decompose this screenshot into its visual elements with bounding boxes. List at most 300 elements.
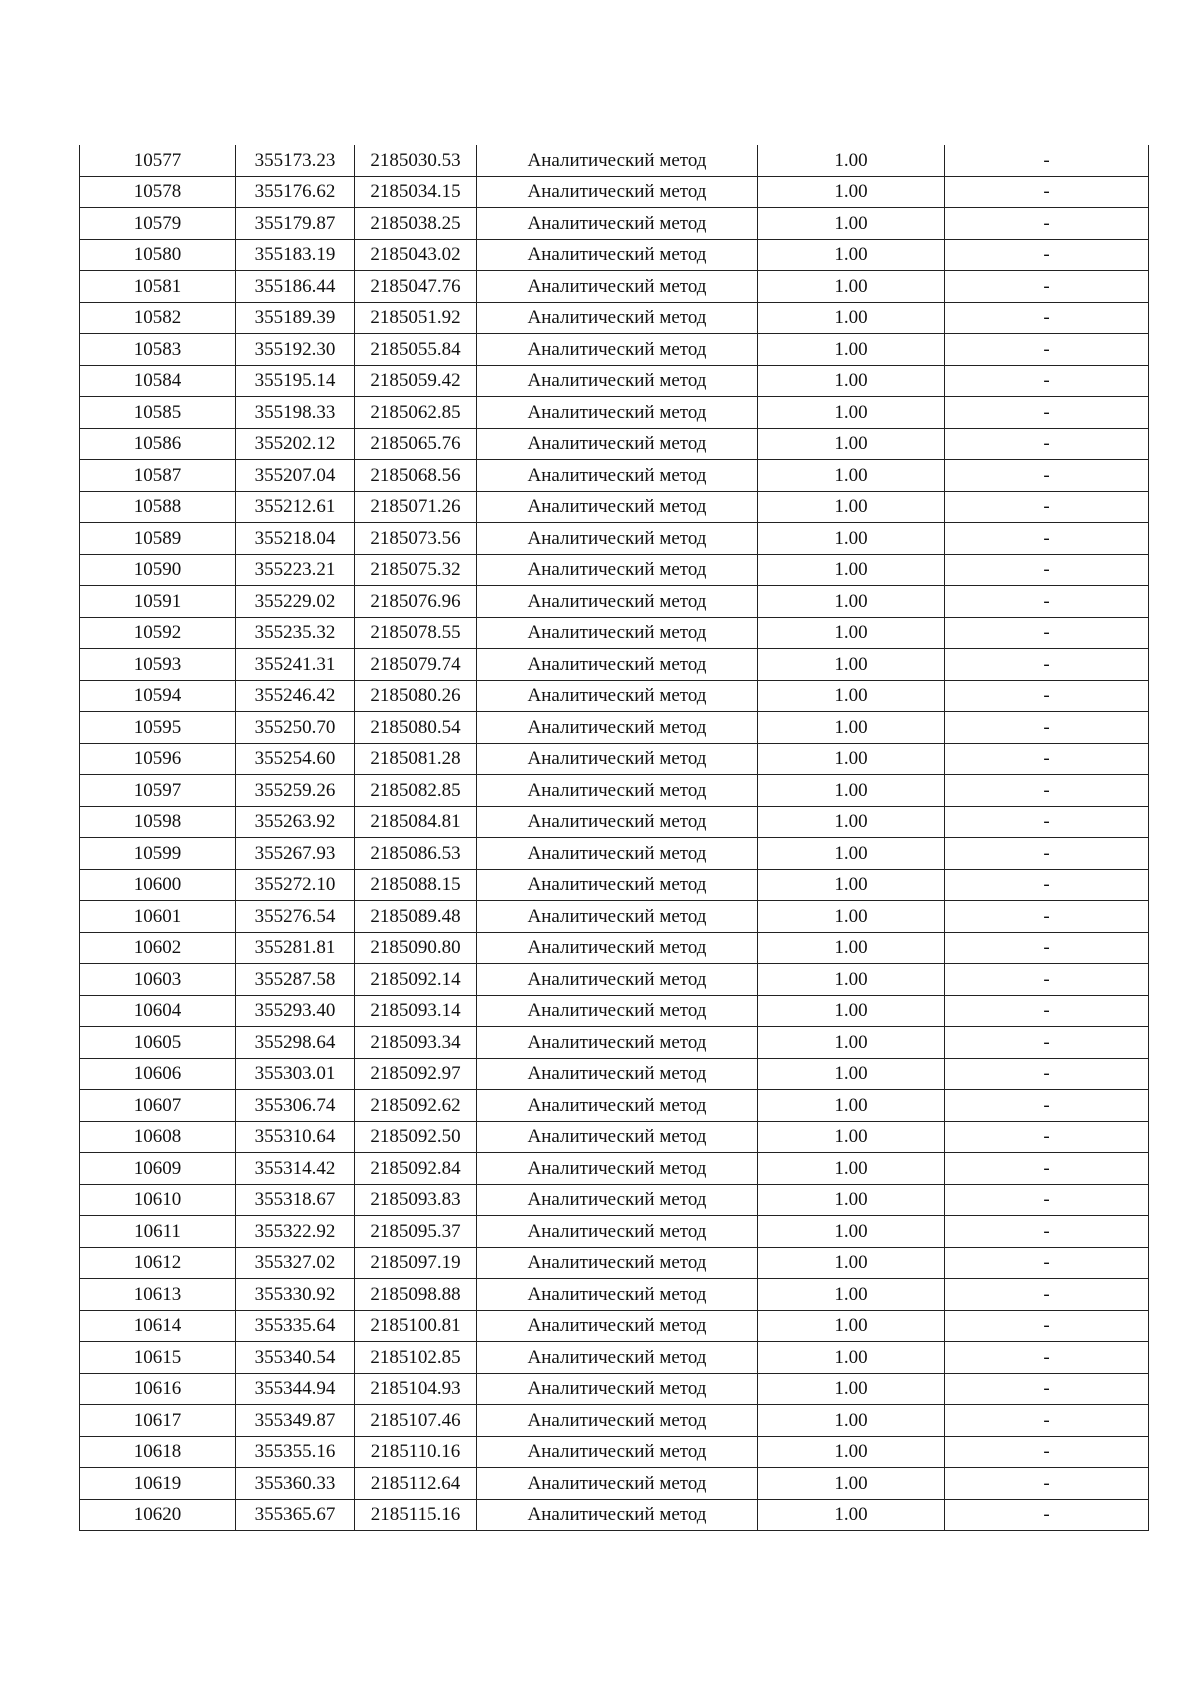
y-coordinate-cell: 2185089.48 [355,901,477,933]
y-coordinate-cell: 2185086.53 [355,838,477,870]
point-number-cell: 10608 [80,1121,236,1153]
point-number-cell: 10606 [80,1058,236,1090]
table-row [80,145,1149,176]
accuracy-cell: 1.00 [758,428,945,460]
note-cell: - [945,838,1149,870]
method-cell: Аналитический метод [477,1499,758,1531]
method-cell: Аналитический метод [477,1405,758,1437]
x-coordinate-cell: 355322.92 [236,1216,355,1248]
point-number-cell: 10583 [80,334,236,366]
y-coordinate-cell: 2185080.54 [355,712,477,744]
method-cell: Аналитический метод [477,901,758,933]
y-coordinate-cell: 2185075.32 [355,554,477,586]
method-cell: Аналитический метод [477,1279,758,1311]
y-coordinate-cell: 2185084.81 [355,806,477,838]
accuracy-cell: 1.00 [758,1279,945,1311]
accuracy-cell: 1.00 [758,1310,945,1342]
point-number-cell: 10599 [80,838,236,870]
note-cell: - [945,1342,1149,1374]
method-cell: Аналитический метод [477,491,758,523]
table-row [80,1216,1149,1248]
point-number-cell: 10589 [80,523,236,555]
point-number-cell: 10600 [80,869,236,901]
method-cell: Аналитический метод [477,1247,758,1279]
accuracy-cell: 1.00 [758,1153,945,1185]
note-cell: - [945,743,1149,775]
accuracy-cell: 1.00 [758,491,945,523]
table-row [80,806,1149,838]
accuracy-cell: 1.00 [758,617,945,649]
accuracy-cell: 1.00 [758,1121,945,1153]
y-coordinate-cell: 2185079.74 [355,649,477,681]
method-cell: Аналитический метод [477,523,758,555]
table-row [80,1121,1149,1153]
y-coordinate-cell: 2185088.15 [355,869,477,901]
accuracy-cell: 1.00 [758,1247,945,1279]
table-row [80,901,1149,933]
table-row [80,712,1149,744]
point-number-cell: 10616 [80,1373,236,1405]
y-coordinate-cell: 2185051.92 [355,302,477,334]
table-row [80,932,1149,964]
point-number-cell: 10577 [80,145,236,176]
table-row [80,491,1149,523]
x-coordinate-cell: 355254.60 [236,743,355,775]
note-cell: - [945,334,1149,366]
note-cell: - [945,901,1149,933]
method-cell: Аналитический метод [477,176,758,208]
y-coordinate-cell: 2185065.76 [355,428,477,460]
x-coordinate-cell: 355298.64 [236,1027,355,1059]
note-cell: - [945,1153,1149,1185]
table-row [80,775,1149,807]
table-row [80,586,1149,618]
point-number-cell: 10591 [80,586,236,618]
x-coordinate-cell: 355310.64 [236,1121,355,1153]
note-cell: - [945,302,1149,334]
coordinates-table [79,145,1149,1531]
table-row [80,743,1149,775]
accuracy-cell: 1.00 [758,1405,945,1437]
y-coordinate-cell: 2185071.26 [355,491,477,523]
method-cell: Аналитический метод [477,1373,758,1405]
x-coordinate-cell: 355189.39 [236,302,355,334]
y-coordinate-cell: 2185092.97 [355,1058,477,1090]
method-cell: Аналитический метод [477,1090,758,1122]
note-cell: - [945,1247,1149,1279]
point-number-cell: 10598 [80,806,236,838]
note-cell: - [945,554,1149,586]
y-coordinate-cell: 2185078.55 [355,617,477,649]
note-cell: - [945,239,1149,271]
table-row [80,428,1149,460]
point-number-cell: 10579 [80,208,236,240]
accuracy-cell: 1.00 [758,208,945,240]
point-number-cell: 10580 [80,239,236,271]
y-coordinate-cell: 2185073.56 [355,523,477,555]
point-number-cell: 10595 [80,712,236,744]
note-cell: - [945,1310,1149,1342]
method-cell: Аналитический метод [477,1468,758,1500]
accuracy-cell: 1.00 [758,397,945,429]
y-coordinate-cell: 2185043.02 [355,239,477,271]
accuracy-cell: 1.00 [758,302,945,334]
note-cell: - [945,806,1149,838]
y-coordinate-cell: 2185092.14 [355,964,477,996]
x-coordinate-cell: 355281.81 [236,932,355,964]
accuracy-cell: 1.00 [758,1499,945,1531]
accuracy-cell: 1.00 [758,145,945,176]
note-cell: - [945,617,1149,649]
note-cell: - [945,1121,1149,1153]
x-coordinate-cell: 355360.33 [236,1468,355,1500]
x-coordinate-cell: 355287.58 [236,964,355,996]
point-number-cell: 10618 [80,1436,236,1468]
method-cell: Аналитический метод [477,334,758,366]
table-row [80,302,1149,334]
method-cell: Аналитический метод [477,964,758,996]
point-number-cell: 10588 [80,491,236,523]
accuracy-cell: 1.00 [758,365,945,397]
method-cell: Аналитический метод [477,995,758,1027]
x-coordinate-cell: 355349.87 [236,1405,355,1437]
point-number-cell: 10607 [80,1090,236,1122]
y-coordinate-cell: 2185034.15 [355,176,477,208]
method-cell: Аналитический метод [477,838,758,870]
accuracy-cell: 1.00 [758,649,945,681]
table-row [80,1436,1149,1468]
y-coordinate-cell: 2185095.37 [355,1216,477,1248]
y-coordinate-cell: 2185055.84 [355,334,477,366]
point-number-cell: 10605 [80,1027,236,1059]
y-coordinate-cell: 2185115.16 [355,1499,477,1531]
table-row [80,523,1149,555]
accuracy-cell: 1.00 [758,995,945,1027]
accuracy-cell: 1.00 [758,712,945,744]
table-row [80,397,1149,429]
y-coordinate-cell: 2185093.14 [355,995,477,1027]
method-cell: Аналитический метод [477,208,758,240]
y-coordinate-cell: 2185068.56 [355,460,477,492]
note-cell: - [945,176,1149,208]
accuracy-cell: 1.00 [758,1184,945,1216]
x-coordinate-cell: 355355.16 [236,1436,355,1468]
accuracy-cell: 1.00 [758,1468,945,1500]
y-coordinate-cell: 2185082.85 [355,775,477,807]
point-number-cell: 10596 [80,743,236,775]
x-coordinate-cell: 355179.87 [236,208,355,240]
point-number-cell: 10615 [80,1342,236,1374]
accuracy-cell: 1.00 [758,1342,945,1374]
method-cell: Аналитический метод [477,1184,758,1216]
x-coordinate-cell: 355306.74 [236,1090,355,1122]
method-cell: Аналитический метод [477,145,758,176]
note-cell: - [945,1184,1149,1216]
point-number-cell: 10585 [80,397,236,429]
accuracy-cell: 1.00 [758,1027,945,1059]
point-number-cell: 10620 [80,1499,236,1531]
table-row [80,239,1149,271]
method-cell: Аналитический метод [477,1216,758,1248]
y-coordinate-cell: 2185093.34 [355,1027,477,1059]
table-row [80,964,1149,996]
table-row [80,1342,1149,1374]
note-cell: - [945,680,1149,712]
method-cell: Аналитический метод [477,271,758,303]
accuracy-cell: 1.00 [758,586,945,618]
table-body [80,145,1149,1531]
note-cell: - [945,460,1149,492]
x-coordinate-cell: 355198.33 [236,397,355,429]
x-coordinate-cell: 355241.31 [236,649,355,681]
point-number-cell: 10581 [80,271,236,303]
y-coordinate-cell: 2185081.28 [355,743,477,775]
x-coordinate-cell: 355263.92 [236,806,355,838]
accuracy-cell: 1.00 [758,775,945,807]
y-coordinate-cell: 2185092.50 [355,1121,477,1153]
accuracy-cell: 1.00 [758,239,945,271]
x-coordinate-cell: 355327.02 [236,1247,355,1279]
x-coordinate-cell: 355186.44 [236,271,355,303]
method-cell: Аналитический метод [477,1310,758,1342]
method-cell: Аналитический метод [477,365,758,397]
x-coordinate-cell: 355293.40 [236,995,355,1027]
accuracy-cell: 1.00 [758,680,945,712]
method-cell: Аналитический метод [477,617,758,649]
accuracy-cell: 1.00 [758,1216,945,1248]
x-coordinate-cell: 355229.02 [236,586,355,618]
table-row [80,1247,1149,1279]
x-coordinate-cell: 355272.10 [236,869,355,901]
method-cell: Аналитический метод [477,586,758,618]
table-row [80,1184,1149,1216]
accuracy-cell: 1.00 [758,1373,945,1405]
table-row [80,1405,1149,1437]
x-coordinate-cell: 355318.67 [236,1184,355,1216]
method-cell: Аналитический метод [477,932,758,964]
table-row [80,554,1149,586]
point-number-cell: 10594 [80,680,236,712]
x-coordinate-cell: 355212.61 [236,491,355,523]
point-number-cell: 10593 [80,649,236,681]
y-coordinate-cell: 2185104.93 [355,1373,477,1405]
method-cell: Аналитический метод [477,460,758,492]
accuracy-cell: 1.00 [758,869,945,901]
table-row [80,649,1149,681]
y-coordinate-cell: 2185100.81 [355,1310,477,1342]
table-row [80,1310,1149,1342]
method-cell: Аналитический метод [477,712,758,744]
y-coordinate-cell: 2185092.84 [355,1153,477,1185]
point-number-cell: 10578 [80,176,236,208]
y-coordinate-cell: 2185080.26 [355,680,477,712]
method-cell: Аналитический метод [477,680,758,712]
note-cell: - [945,491,1149,523]
note-cell: - [945,428,1149,460]
point-number-cell: 10602 [80,932,236,964]
point-number-cell: 10617 [80,1405,236,1437]
point-number-cell: 10609 [80,1153,236,1185]
point-number-cell: 10614 [80,1310,236,1342]
method-cell: Аналитический метод [477,1027,758,1059]
method-cell: Аналитический метод [477,649,758,681]
method-cell: Аналитический метод [477,554,758,586]
table-row [80,460,1149,492]
accuracy-cell: 1.00 [758,1436,945,1468]
x-coordinate-cell: 355250.70 [236,712,355,744]
table-row [80,838,1149,870]
x-coordinate-cell: 355246.42 [236,680,355,712]
y-coordinate-cell: 2185110.16 [355,1436,477,1468]
note-cell: - [945,1373,1149,1405]
note-cell: - [945,1090,1149,1122]
accuracy-cell: 1.00 [758,806,945,838]
point-number-cell: 10604 [80,995,236,1027]
point-number-cell: 10592 [80,617,236,649]
x-coordinate-cell: 355259.26 [236,775,355,807]
y-coordinate-cell: 2185062.85 [355,397,477,429]
x-coordinate-cell: 355176.62 [236,176,355,208]
x-coordinate-cell: 355330.92 [236,1279,355,1311]
x-coordinate-cell: 355365.67 [236,1499,355,1531]
y-coordinate-cell: 2185030.53 [355,145,477,176]
table-row [80,271,1149,303]
point-number-cell: 10587 [80,460,236,492]
y-coordinate-cell: 2185092.62 [355,1090,477,1122]
point-number-cell: 10613 [80,1279,236,1311]
table-row [80,1058,1149,1090]
accuracy-cell: 1.00 [758,1090,945,1122]
note-cell: - [945,1468,1149,1500]
y-coordinate-cell: 2185038.25 [355,208,477,240]
point-number-cell: 10610 [80,1184,236,1216]
x-coordinate-cell: 355235.32 [236,617,355,649]
method-cell: Аналитический метод [477,239,758,271]
note-cell: - [945,1027,1149,1059]
method-cell: Аналитический метод [477,1058,758,1090]
note-cell: - [945,995,1149,1027]
y-coordinate-cell: 2185112.64 [355,1468,477,1500]
table-row [80,176,1149,208]
y-coordinate-cell: 2185102.85 [355,1342,477,1374]
x-coordinate-cell: 355344.94 [236,1373,355,1405]
table-row [80,1153,1149,1185]
x-coordinate-cell: 355340.54 [236,1342,355,1374]
point-number-cell: 10590 [80,554,236,586]
note-cell: - [945,397,1149,429]
y-coordinate-cell: 2185107.46 [355,1405,477,1437]
accuracy-cell: 1.00 [758,334,945,366]
y-coordinate-cell: 2185098.88 [355,1279,477,1311]
method-cell: Аналитический метод [477,1121,758,1153]
accuracy-cell: 1.00 [758,743,945,775]
x-coordinate-cell: 355314.42 [236,1153,355,1185]
y-coordinate-cell: 2185047.76 [355,271,477,303]
accuracy-cell: 1.00 [758,271,945,303]
point-number-cell: 10619 [80,1468,236,1500]
x-coordinate-cell: 355183.19 [236,239,355,271]
point-number-cell: 10612 [80,1247,236,1279]
point-number-cell: 10584 [80,365,236,397]
note-cell: - [945,1216,1149,1248]
table-row [80,1499,1149,1531]
note-cell: - [945,1499,1149,1531]
x-coordinate-cell: 355207.04 [236,460,355,492]
note-cell: - [945,208,1149,240]
x-coordinate-cell: 355335.64 [236,1310,355,1342]
method-cell: Аналитический метод [477,1436,758,1468]
accuracy-cell: 1.00 [758,964,945,996]
table-row [80,617,1149,649]
note-cell: - [945,1436,1149,1468]
method-cell: Аналитический метод [477,302,758,334]
x-coordinate-cell: 355267.93 [236,838,355,870]
y-coordinate-cell: 2185097.19 [355,1247,477,1279]
method-cell: Аналитический метод [477,743,758,775]
point-number-cell: 10611 [80,1216,236,1248]
x-coordinate-cell: 355202.12 [236,428,355,460]
note-cell: - [945,1058,1149,1090]
note-cell: - [945,1279,1149,1311]
accuracy-cell: 1.00 [758,460,945,492]
table-row [80,1279,1149,1311]
method-cell: Аналитический метод [477,869,758,901]
note-cell: - [945,932,1149,964]
table-row [80,1027,1149,1059]
x-coordinate-cell: 355195.14 [236,365,355,397]
point-number-cell: 10601 [80,901,236,933]
table-row [80,334,1149,366]
note-cell: - [945,964,1149,996]
table-row [80,208,1149,240]
note-cell: - [945,271,1149,303]
x-coordinate-cell: 355303.01 [236,1058,355,1090]
y-coordinate-cell: 2185076.96 [355,586,477,618]
note-cell: - [945,1405,1149,1437]
method-cell: Аналитический метод [477,1153,758,1185]
accuracy-cell: 1.00 [758,554,945,586]
note-cell: - [945,712,1149,744]
method-cell: Аналитический метод [477,428,758,460]
x-coordinate-cell: 355173.23 [236,145,355,176]
accuracy-cell: 1.00 [758,523,945,555]
note-cell: - [945,869,1149,901]
point-number-cell: 10603 [80,964,236,996]
point-number-cell: 10582 [80,302,236,334]
accuracy-cell: 1.00 [758,1058,945,1090]
note-cell: - [945,649,1149,681]
note-cell: - [945,586,1149,618]
x-coordinate-cell: 355276.54 [236,901,355,933]
accuracy-cell: 1.00 [758,901,945,933]
method-cell: Аналитический метод [477,397,758,429]
table-row [80,365,1149,397]
x-coordinate-cell: 355223.21 [236,554,355,586]
method-cell: Аналитический метод [477,806,758,838]
point-number-cell: 10597 [80,775,236,807]
note-cell: - [945,365,1149,397]
table-row [80,680,1149,712]
table-row [80,1090,1149,1122]
accuracy-cell: 1.00 [758,932,945,964]
method-cell: Аналитический метод [477,1342,758,1374]
table-row [80,1373,1149,1405]
y-coordinate-cell: 2185090.80 [355,932,477,964]
note-cell: - [945,523,1149,555]
point-number-cell: 10586 [80,428,236,460]
table-row [80,995,1149,1027]
table-row [80,869,1149,901]
